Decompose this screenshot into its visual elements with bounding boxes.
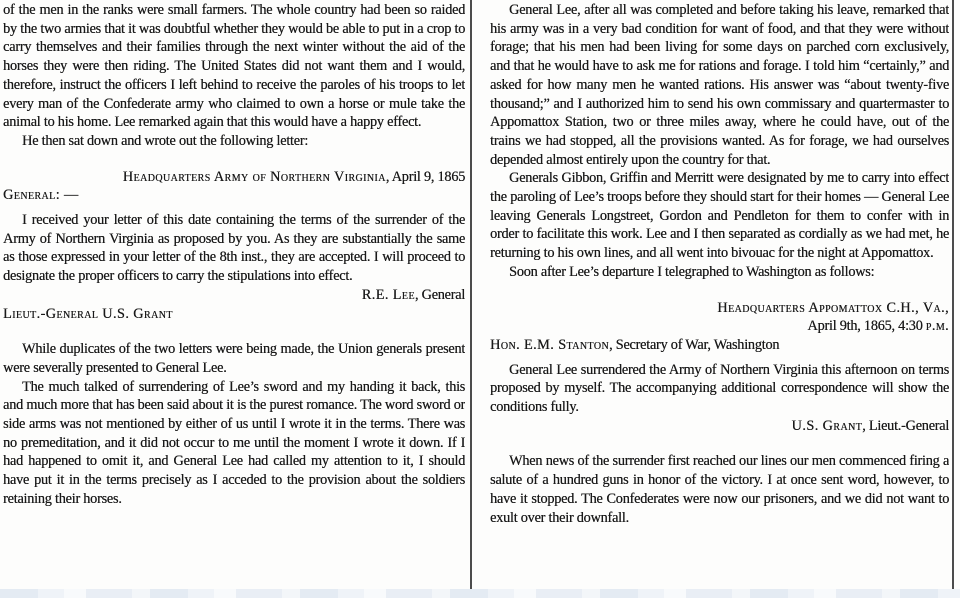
small-caps-text: Hon. E.M. Stanton xyxy=(490,336,609,353)
text-run: Generals Gibbon, Griffin and Merritt were designated by me to carry into effect the paroling of Lee’s troops before they should start for their homes — General Lee leaving Generals Longstreet, Gordon and Pendleton for them to confer with in order to facilitate this work. Lee and I then separated as cordially as we had met, he returning to his own lines, and all went into bivouac for the night at Appomattox. xyxy=(490,170,949,262)
text-run: Soon after Lee’s departure I telegraphed to Washington as follows: xyxy=(509,263,875,280)
right-page-column xyxy=(490,1,949,591)
text-run: I received your letter of this date containing the terms of the surrender of the Army of Northern Virginia as proposed by you. As they are substantially the same as those expressed in your letter of the 8th inst., they are accepted. I will proceed to designate the proper officers to carry the stipulations into effect. xyxy=(3,212,465,285)
paragraph xyxy=(490,361,949,417)
small-caps-text: General: — xyxy=(3,187,79,204)
paragraph xyxy=(3,378,465,509)
small-caps-text: Headquarters Appomattox C.H., Va., xyxy=(717,299,949,316)
small-caps-text: Headquarters Army of Northern Virginia xyxy=(122,168,386,185)
text-run: General Lee, after all was completed and before taking his leave, remarked that his army was in a very bad condition for want of food, and that they were without forage; that his men had been living for some days on parched corn exclusively, and that he would have to ask me for rations and forage. I told him “certainly,” and asked for how many men he wanted rations. His answer was “about twenty-five thousand;” and I authorized him to send his own commissary and quartermaster to Appomattox Station, two or three miles away, where he could have, out of the trains we had stopped, all the provisions wanted. As for forage, we had ourselves depended almost entirely upon the country for that. xyxy=(490,2,949,168)
small-caps-text: R.E. Lee xyxy=(361,286,415,303)
text-run: He then sat down and wrote out the following letter: xyxy=(22,132,308,149)
paragraph xyxy=(490,263,949,282)
letter-heading xyxy=(490,299,949,318)
text-run: , General xyxy=(414,286,465,303)
paragraph xyxy=(490,1,949,169)
scan-artifact-band xyxy=(0,589,960,598)
text-run: While duplicates of the two letters were being made, the Union generals present were severally presented to General Lee. xyxy=(3,341,465,376)
paragraph xyxy=(3,211,465,286)
text-run: of the men in the ranks were small farmers. The whole country had been so raided by the two armies that it was doubtful whether they would be able to put in a crop to carry themselves and their families through the next winter without the aid of the horses they were then riding. The United States did not want them and I would, therefore, instruct the officers I left behind to receive the paroles of his troops to let every man of the Confederate army who claimed to own a horse or mule take the animal to his home. Lee remarked again that this would have a happy effect. xyxy=(3,2,465,131)
letter-addressee xyxy=(490,336,949,355)
small-caps-text: Lieut.-General U.S. Grant xyxy=(3,305,173,322)
text-run: General Lee surrendered the Army of Northern Virginia this afternoon on terms proposed by myself. The accompanying additional correspondence will show the conditions fully. xyxy=(490,361,949,416)
column-divider-line xyxy=(470,0,472,590)
paragraph xyxy=(490,452,949,527)
text-run: April 9th, 1865, 4:30 xyxy=(807,318,926,335)
paragraph xyxy=(3,340,465,377)
small-caps-text: U.S. Grant xyxy=(791,417,863,434)
paragraph xyxy=(3,132,465,151)
small-caps-text: p.m. xyxy=(925,318,949,335)
text-run: The much talked of surrendering of Lee’s sword and my handing it back, this and much more that has been said about it is the purest romance. The word sword or side arms was not mentioned by either of us until I wrote it in the terms. There was no premeditation, and it did not occur to me until the moment I wrote it down. If I had happened to omit it, and General Lee had called my attention to it, I should have put it in the terms precisely as I acceded to the provision about the soldiers retaining their horses. xyxy=(3,378,465,507)
page-edge-line xyxy=(952,0,954,590)
paragraph xyxy=(3,1,465,132)
text-run: When news of the surrender first reached our lines our men commenced firing a salute of a hundred guns in honor of the victory. I at once sent word, however, to have it stopped. The Confederates were now our prisoners, and we did not want to exult over their downfall. xyxy=(490,453,949,526)
text-run: , Secretary of War, Washington xyxy=(608,336,780,353)
letter-addressee xyxy=(3,305,465,324)
letter-salutation xyxy=(3,186,465,205)
letter-signature xyxy=(3,286,465,305)
left-page-column xyxy=(3,1,465,591)
text-run: , Lieut.-General xyxy=(862,417,949,434)
text-run: , April 9, 1865 xyxy=(385,168,465,185)
paragraph xyxy=(490,169,949,263)
letter-signature xyxy=(490,417,949,436)
letter-heading xyxy=(3,168,465,187)
letter-heading-date xyxy=(490,317,949,336)
